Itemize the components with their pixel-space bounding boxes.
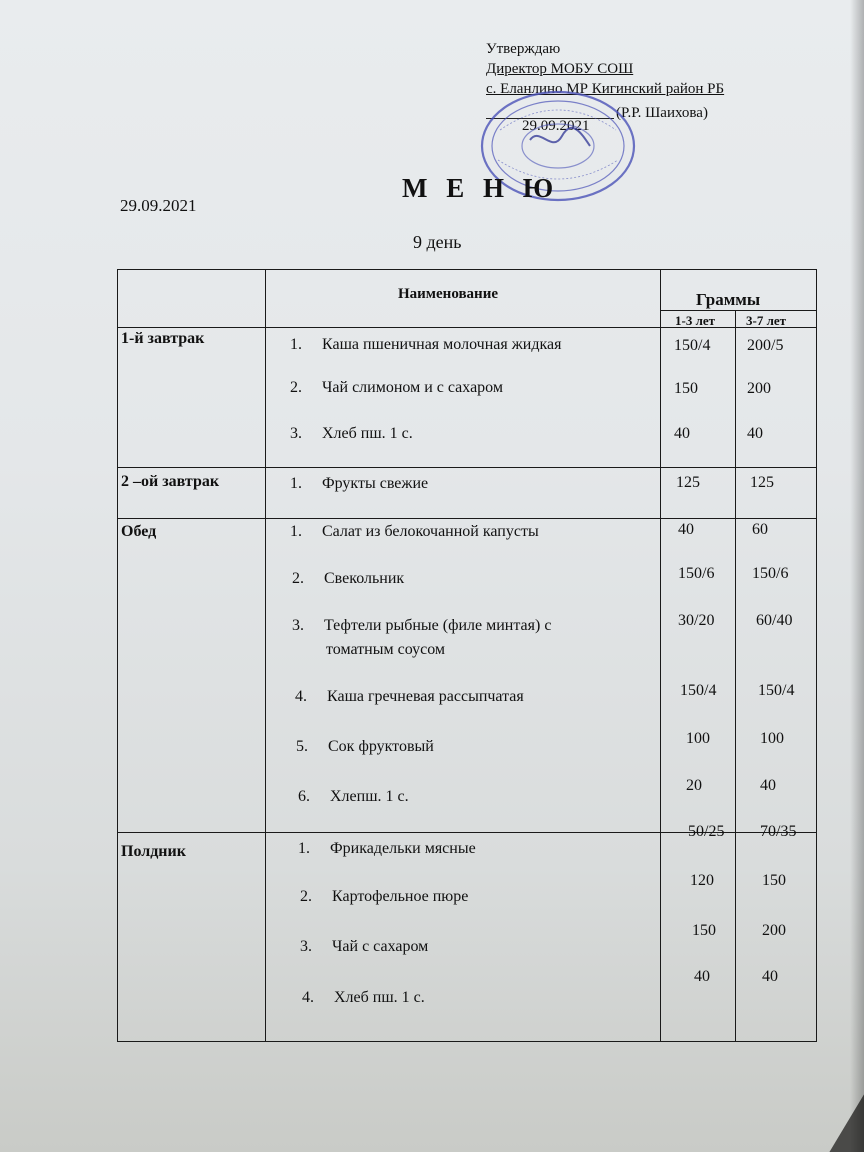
dish-name: Тефтели рыбные (филе минтая) с [324,617,552,634]
approval-signature-name: (Р.Р. Шаихова) [616,105,708,121]
approval-line-1: Утверждаю [486,41,561,57]
dish-name: Хлеб пш. 1 с. [322,425,413,442]
grams-3-7: 200 [747,380,771,397]
item-number: 2. [300,888,312,905]
dish-name: Хлепш. 1 с. [330,788,409,805]
item-number: 6. [298,788,310,805]
grams-1-3: 150 [674,380,698,397]
column-header-name: Наименование [398,286,498,302]
grams-1-3: 50/25 [688,823,725,840]
item-number: 2. [290,379,302,396]
meal-breakfast-2: 2 –ой завтрак [121,473,220,490]
grams-column-line [660,269,661,1042]
dish-name: Каша гречневая рассыпчатая [327,688,524,705]
item-number: 3. [290,425,302,442]
table-border-left [117,269,118,1042]
approval-date: 29.09.2021 [522,118,590,134]
grams-3-7: 60/40 [756,612,793,629]
row-divider [117,467,817,468]
item-number: 4. [302,989,314,1006]
grams-3-7: 40 [747,425,763,442]
grams-3-7: 150/6 [752,565,789,582]
column-header-age-1-3: 1-3 лет [675,313,716,328]
dish-name: Каша пшеничная молочная жидкая [322,336,562,353]
grams-1-3: 40 [674,425,690,442]
table-border-right [816,269,817,1042]
dish-name: Хлеб пш. 1 с. [334,989,425,1006]
column-header-grams: Граммы [696,290,761,309]
grams-3-7: 40 [760,777,776,794]
grams-1-3: 150 [692,922,716,939]
grams-3-7: 200/5 [747,337,784,354]
meal-lunch: Обед [121,523,157,540]
grams-3-7: 70/35 [760,823,797,840]
dish-name: Чай слимоном и с сахаром [322,379,503,396]
grams-1-3: 125 [676,474,700,491]
item-number: 1. [290,336,302,353]
item-number: 3. [300,938,312,955]
meal-column-line [265,269,266,1042]
grams-3-7: 150 [762,872,786,889]
meal-snack: Полдник [121,843,186,860]
grams-1-3: 150/6 [678,565,715,582]
grams-1-3: 40 [678,521,694,538]
approval-line-3: с. Еланлино МР Кигинский район РБ [486,81,725,97]
row-divider [117,518,817,519]
page-shadow [850,0,864,1152]
grams-subheader-line [660,310,817,311]
table-border-bottom [117,1041,817,1042]
dish-name: Чай с сахаром [332,938,429,955]
item-number: 5. [296,738,308,755]
grams-1-3: 20 [686,777,702,794]
item-number: 1. [290,475,302,492]
grams-1-3: 40 [694,968,710,985]
grams-3-7: 150/4 [758,682,795,699]
dish-name: Фрикадельки мясные [330,840,476,857]
day-label: 9 день [413,232,462,252]
dish-name-continued: томатным соусом [326,641,446,658]
column-header-age-3-7: 3-7 лет [746,313,787,328]
dish-name: Свекольник [324,570,405,587]
grams-3-7: 40 [762,968,778,985]
page-title: М Е Н Ю [402,173,560,203]
item-number: 1. [290,523,302,540]
dish-name: Фрукты свежие [322,475,429,492]
grams-1-3: 100 [686,730,710,747]
grams-3-7: 200 [762,922,786,939]
item-number: 2. [292,570,304,587]
grams-1-3: 150/4 [680,682,717,699]
menu-date: 29.09.2021 [120,196,197,215]
table-border-top [117,269,817,270]
item-number: 1. [298,840,310,857]
item-number: 4. [295,688,307,705]
approval-line-2: Директор МОБУ СОШ [486,61,634,77]
grams-1-3: 150/4 [674,337,711,354]
grams-3-7: 60 [752,521,768,538]
dish-name: Картофельное пюре [332,888,469,905]
age-column-line [735,310,736,1042]
grams-3-7: 125 [750,474,774,491]
grams-1-3: 120 [690,872,714,889]
grams-3-7: 100 [760,730,784,747]
meal-breakfast-1: 1-й завтрак [121,330,205,347]
grams-1-3: 30/20 [678,612,715,629]
dish-name: Сок фруктовый [328,738,434,755]
item-number: 3. [292,617,304,634]
dish-name: Салат из белокочанной капусты [322,523,539,540]
